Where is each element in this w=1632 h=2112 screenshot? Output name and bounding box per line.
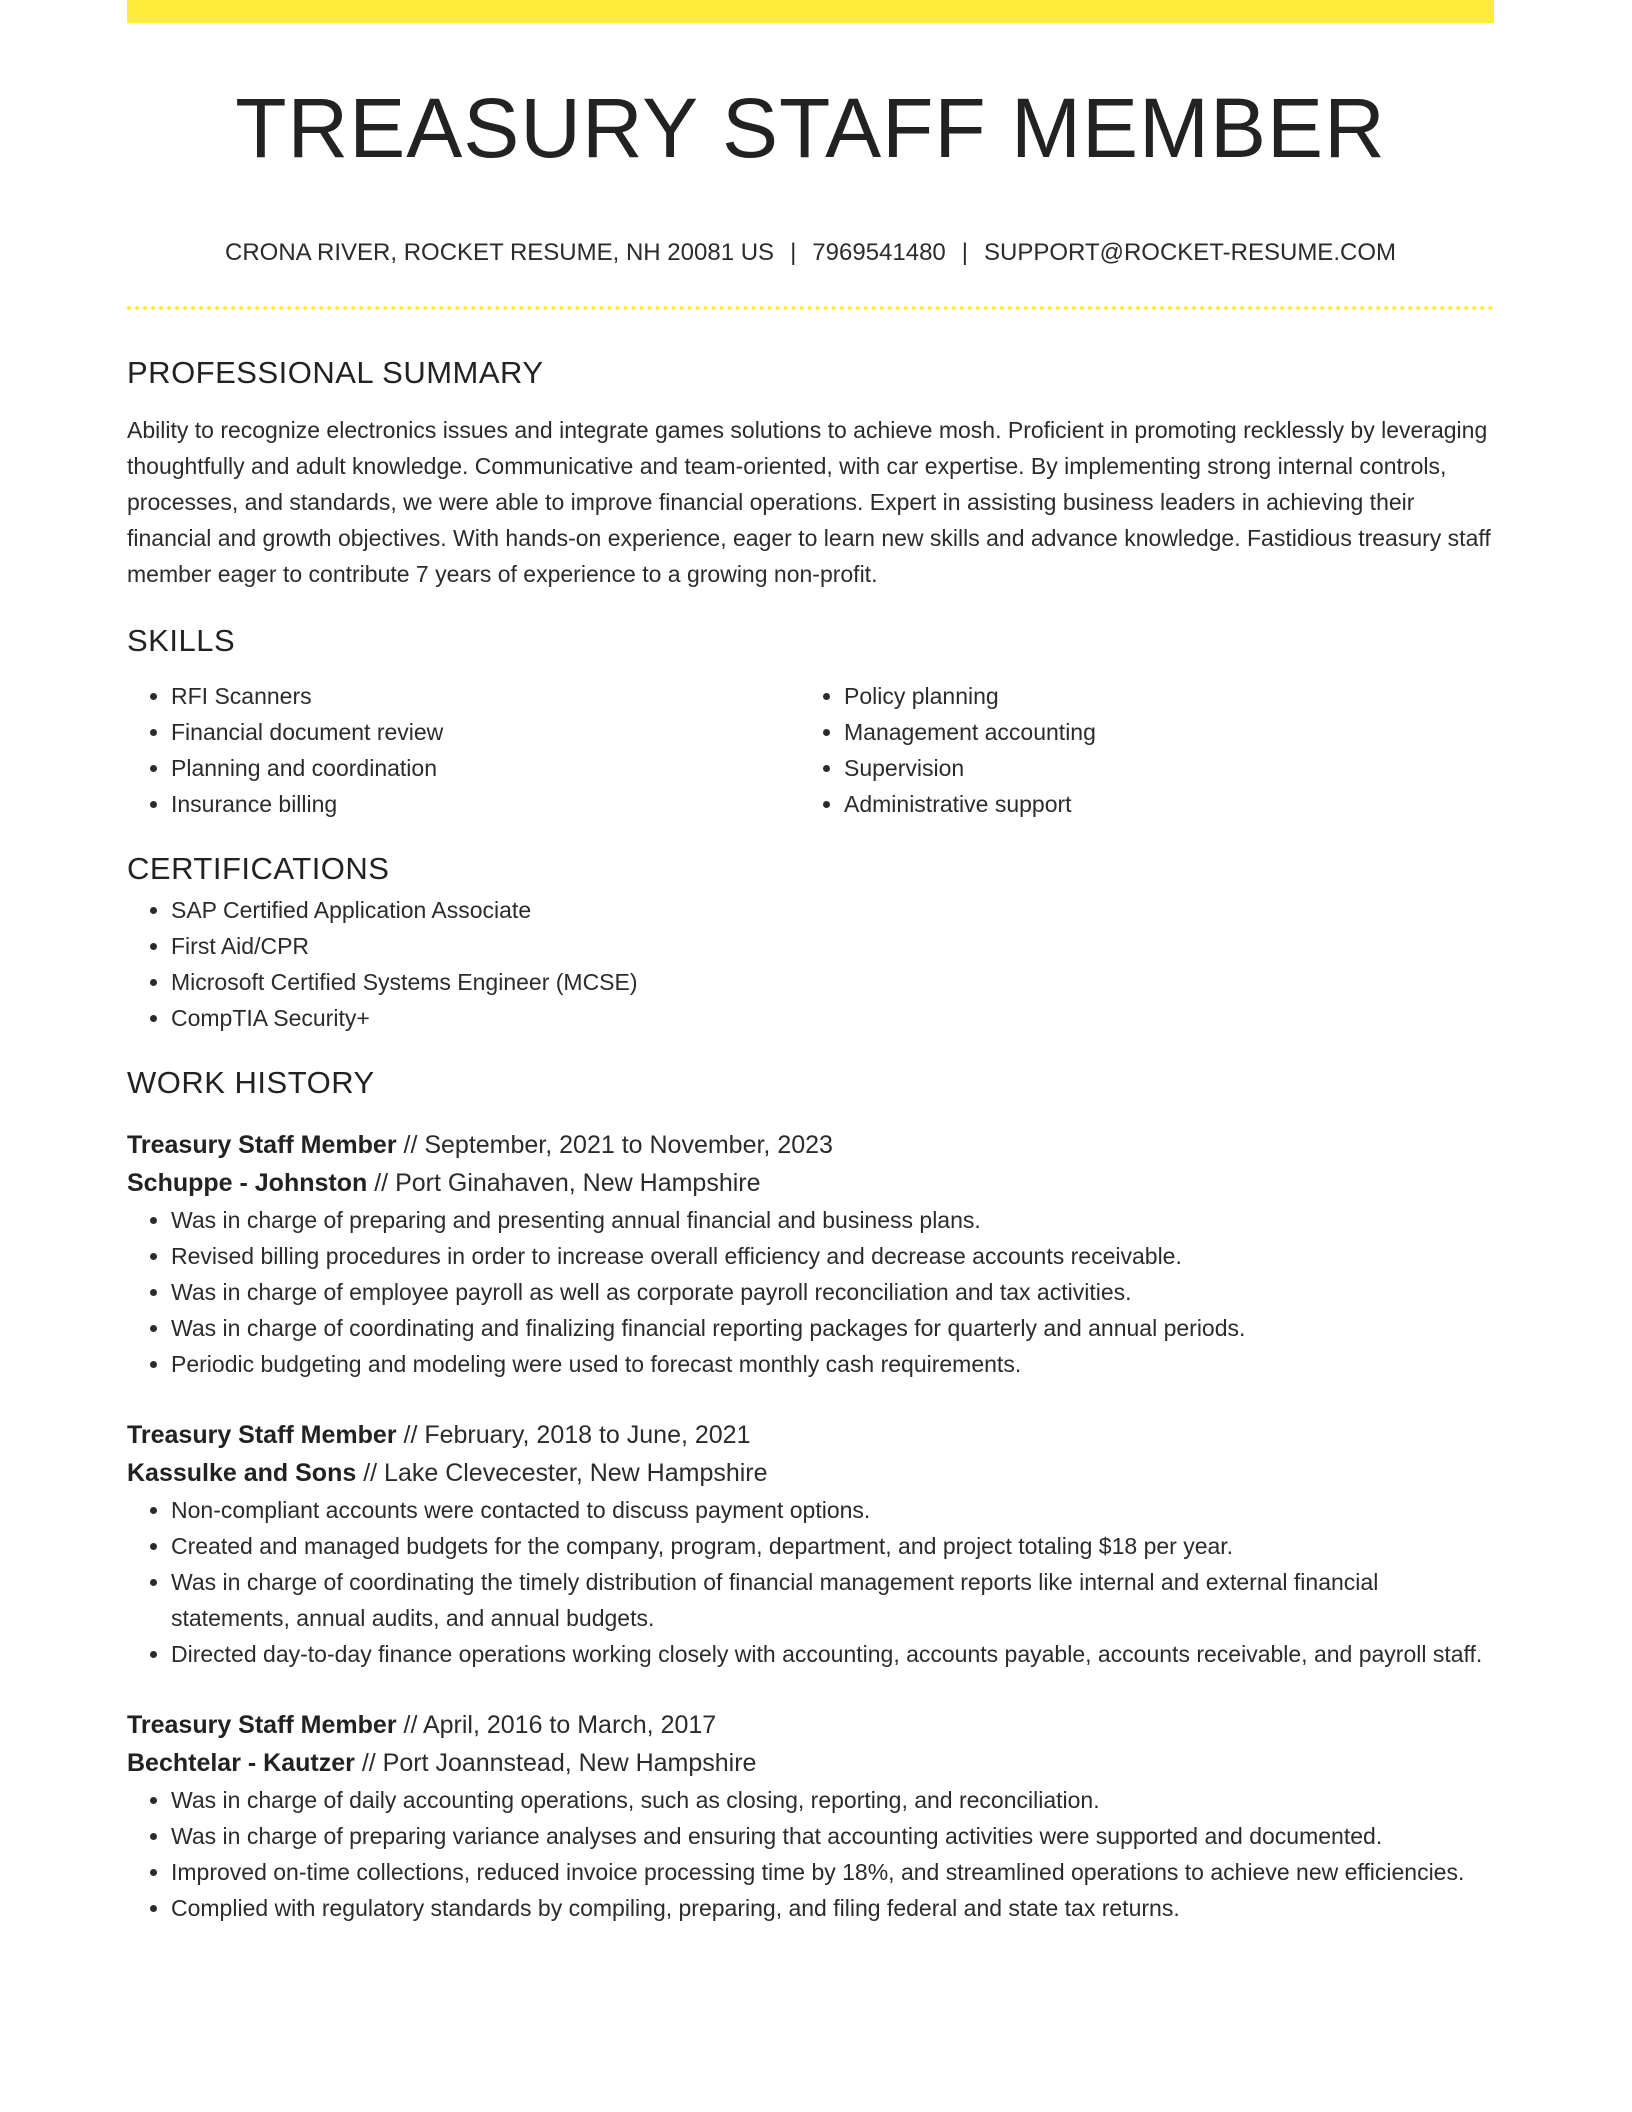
job-bullet: • Was in charge of coordinating the timely distribution of financial management reports like internal and external financial statements, annual audits, and annual budgets. xyxy=(171,1564,1494,1636)
job-company-line xyxy=(127,1454,1494,1492)
job-title-line xyxy=(127,1706,1494,1744)
job-title: Treasury Staff Member xyxy=(127,1131,397,1159)
job-dates: // February, 2018 to June, 2021 xyxy=(403,1421,751,1449)
contact-separator: | xyxy=(961,239,969,266)
job-bullet: • Was in charge of employee payroll as well as corporate payroll reconciliation and tax activities. xyxy=(171,1274,1494,1310)
job-entry xyxy=(127,1416,1494,1672)
job-entry xyxy=(127,1706,1494,1926)
skill-item: • Policy planning xyxy=(844,678,1473,714)
summary-heading: PROFESSIONAL SUMMARY xyxy=(127,355,544,390)
contact-line xyxy=(127,236,1494,270)
certification-item: • First Aid/CPR xyxy=(171,928,1494,964)
skill-item: • Management accounting xyxy=(844,714,1473,750)
summary-text: Ability to recognize electronics issues and integrate games solutions to achieve mosh. Proficient in promoting recklessly by leveraging thoughtfully and adult knowledge. Communicative and team-oriented, with car expertise. By implementing strong internal controls, processes, and standards, we were able to improve financial operations. Expert in assisting business leaders in achieving their financial and growth objectives. With hands-on experience, eager to learn new skills and advance knowledge. Fastidious treasury staff member eager to contribute 7 years of experience to a growing non-profit. xyxy=(127,417,1491,587)
certifications-heading: CERTIFICATIONS xyxy=(127,851,390,886)
resume-body xyxy=(127,350,1494,1926)
job-title: Treasury Staff Member xyxy=(127,1421,397,1449)
certifications-list xyxy=(127,892,1494,1036)
job-company-line xyxy=(127,1744,1494,1782)
job-location: // Port Joannstead, New Hampshire xyxy=(361,1749,757,1777)
contact-email: SUPPORT@ROCKET-RESUME.COM xyxy=(984,239,1396,266)
skill-item: • Supervision xyxy=(844,750,1473,786)
job-bullets xyxy=(127,1202,1494,1382)
job-dates: // September, 2021 to November, 2023 xyxy=(403,1131,833,1159)
job-dates: // April, 2016 to March, 2017 xyxy=(403,1711,717,1739)
skill-item: • RFI Scanners xyxy=(171,678,800,714)
job-bullet: • Created and managed budgets for the company, program, department, and project totaling $18 per year. xyxy=(171,1528,1494,1564)
resume-title: TREASURY STAFF MEMBER xyxy=(235,81,1386,175)
skills-list-left xyxy=(127,678,800,822)
job-location: // Port Ginahaven, New Hampshire xyxy=(374,1169,761,1197)
job-location: // Lake Clevecester, New Hampshire xyxy=(363,1459,768,1487)
skills-column-right xyxy=(800,678,1473,822)
skill-item: • Insurance billing xyxy=(171,786,800,822)
job-company: Schuppe - Johnston xyxy=(127,1169,368,1197)
job-title: Treasury Staff Member xyxy=(127,1711,397,1739)
skill-item: • Financial document review xyxy=(171,714,800,750)
job-company: Kassulke and Sons xyxy=(127,1459,357,1487)
certification-item: • CompTIA Security+ xyxy=(171,1000,1494,1036)
job-title-line xyxy=(127,1126,1494,1164)
skills-heading: SKILLS xyxy=(127,623,236,658)
skill-item: • Planning and coordination xyxy=(171,750,800,786)
job-entry xyxy=(127,1126,1494,1382)
job-bullet: • Was in charge of preparing variance analyses and ensuring that accounting activities were supported and documented. xyxy=(171,1818,1494,1854)
job-bullet: • Revised billing procedures in order to increase overall efficiency and decrease accounts receivable. xyxy=(171,1238,1494,1274)
skills-grid xyxy=(127,678,1494,822)
contact-phone: 7969541480 xyxy=(812,239,946,266)
job-bullet: • Was in charge of coordinating and finalizing financial reporting packages for quarterly and annual periods. xyxy=(171,1310,1494,1346)
job-bullet: • Improved on-time collections, reduced invoice processing time by 18%, and streamlined operations to achieve new efficiencies. xyxy=(171,1854,1494,1890)
certification-item: • SAP Certified Application Associate xyxy=(171,892,1494,928)
job-bullet: • Directed day-to-day finance operations working closely with accounting, accounts payable, accounts receivable, and payroll staff. xyxy=(171,1636,1494,1672)
work-history-heading: WORK HISTORY xyxy=(127,1065,375,1100)
contact-address: CRONA RIVER, ROCKET RESUME, NH 20081 US xyxy=(225,239,775,266)
job-title-line xyxy=(127,1416,1494,1454)
job-company-line xyxy=(127,1164,1494,1202)
certification-item: • Microsoft Certified Systems Engineer (MCSE) xyxy=(171,964,1494,1000)
job-bullets xyxy=(127,1492,1494,1672)
contact-separator: | xyxy=(790,239,797,266)
job-bullet: • Periodic budgeting and modeling were used to forecast monthly cash requirements. xyxy=(171,1346,1494,1382)
skill-item: • Administrative support xyxy=(844,786,1473,822)
accent-top-bar xyxy=(127,0,1494,23)
job-bullets xyxy=(127,1782,1494,1926)
skills-list-right xyxy=(800,678,1473,822)
job-bullet: • Complied with regulatory standards by compiling, preparing, and filing federal and state tax returns. xyxy=(171,1890,1494,1926)
skills-column-left xyxy=(127,678,800,822)
header-divider xyxy=(127,306,1494,310)
job-bullet: • Was in charge of daily accounting operations, such as closing, reporting, and reconciliation. xyxy=(171,1782,1494,1818)
job-bullet: • Was in charge of preparing and presenting annual financial and business plans. xyxy=(171,1202,1494,1238)
job-bullet: • Non-compliant accounts were contacted to discuss payment options. xyxy=(171,1492,1494,1528)
job-company: Bechtelar - Kautzer xyxy=(127,1749,355,1777)
